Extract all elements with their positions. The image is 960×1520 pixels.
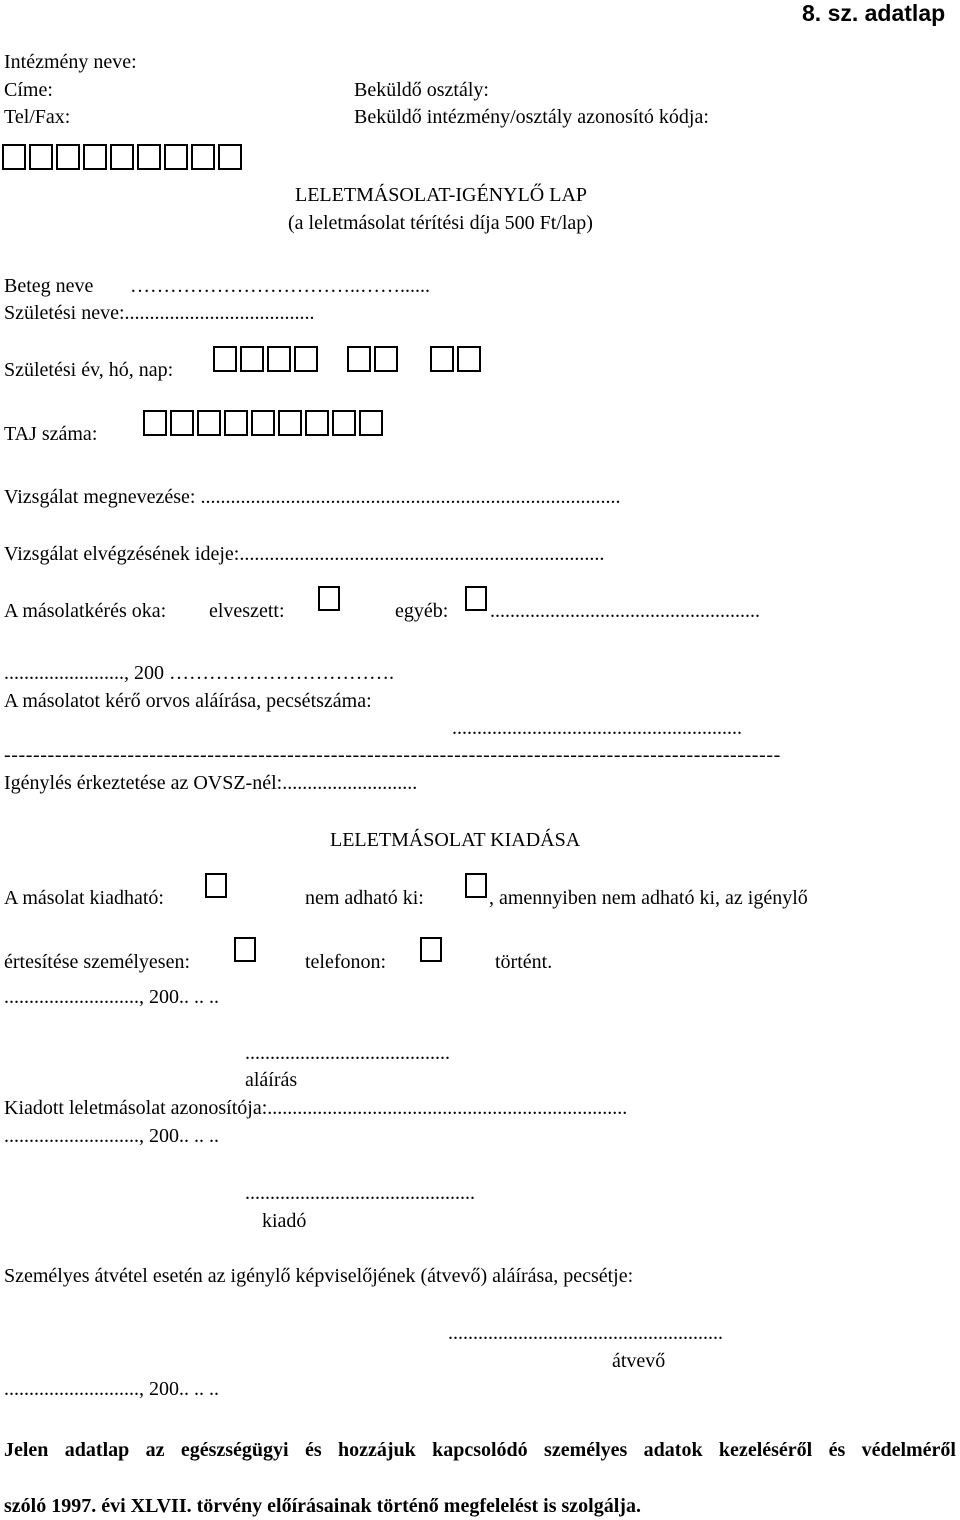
year-digit-box[interactable]: [240, 346, 264, 372]
sender-code-label: Beküldő intézmény/osztály azonosító kódja:: [354, 106, 709, 128]
patient-name-field[interactable]: ……………………………..……......: [130, 275, 430, 297]
form-id: 8. sz. adatlap: [802, 0, 946, 26]
month-digit-box[interactable]: [347, 346, 371, 372]
sender-dept-label: Beküldő osztály:: [354, 79, 489, 101]
month-digit-box[interactable]: [374, 346, 398, 372]
issuer-label: kiadó: [262, 1210, 307, 1232]
doctor-signature-label: A másolatot kérő orvos aláírása, pecsétszáma:: [4, 690, 372, 712]
taj-digit-box[interactable]: [224, 410, 248, 436]
release-heading: LELETMÁSOLAT KIADÁSA: [330, 829, 581, 851]
notify-phone-label: telefonon:: [305, 951, 387, 973]
issuer-signature-field[interactable]: ..............................................: [245, 1182, 475, 1204]
birth-year-boxes[interactable]: [213, 346, 318, 372]
release-signature-field[interactable]: .........................................: [245, 1042, 450, 1064]
code-box[interactable]: [137, 144, 161, 170]
notify-personal-label: értesítése személyesen:: [4, 951, 191, 973]
can-release-checkbox[interactable]: [205, 873, 227, 898]
code-box[interactable]: [218, 144, 242, 170]
code-box[interactable]: [29, 144, 53, 170]
release-date-field[interactable]: ..........................., 200.. .. ..: [4, 986, 219, 1008]
taj-digit-box[interactable]: [197, 410, 221, 436]
patient-name-label: Beteg neve: [4, 275, 94, 297]
day-digit-box[interactable]: [430, 346, 454, 372]
other-label: egyéb:: [395, 600, 449, 622]
release-signature-label: aláírás: [245, 1069, 298, 1091]
form-subtitle: (a leletmásolat térítési díja 500 Ft/lap): [288, 212, 593, 234]
lost-label: elveszett:: [209, 600, 285, 622]
footer-legal-line-1: Jelen adatlap az egészségügyi és hozzájuk kapcsolódó személyes adatok kezeléséről és védelméről: [4, 1439, 956, 1461]
issued-id-field[interactable]: Kiadott leletmásolat azonosítója:........................................................................: [4, 1097, 628, 1119]
code-box[interactable]: [83, 144, 107, 170]
year-digit-box[interactable]: [267, 346, 291, 372]
exam-date-field[interactable]: Vizsgálat elvégzésének ideje:.........................................................................: [4, 543, 605, 565]
taj-digit-box[interactable]: [332, 410, 356, 436]
institution-label: Intézmény neve:: [4, 51, 137, 73]
other-checkbox[interactable]: [465, 586, 487, 611]
separator-line: -----------------------------------------------------------------------------------------------------------: [4, 744, 781, 766]
can-release-label: A másolat kiadható:: [4, 887, 164, 909]
code-box[interactable]: [164, 144, 188, 170]
taj-digit-box[interactable]: [305, 410, 329, 436]
done-label: történt.: [495, 951, 553, 973]
taj-digit-box[interactable]: [143, 410, 167, 436]
pickup-date-field[interactable]: ..........................., 200.. .. ..: [4, 1378, 219, 1400]
year-digit-box[interactable]: [294, 346, 318, 372]
receiver-signature-field[interactable]: .......................................................: [448, 1322, 723, 1344]
notify-personal-checkbox[interactable]: [234, 937, 256, 962]
phone-label: Tel/Fax:: [4, 106, 71, 128]
address-label: Címe:: [4, 79, 53, 101]
reason-label: A másolatkérés oka:: [4, 600, 167, 622]
footer-legal-line-2: szóló 1997. évi XLVII. törvény előírásainak történő megfelelést is szolgálja.: [4, 1495, 641, 1517]
code-box[interactable]: [2, 144, 26, 170]
cannot-release-suffix: , amennyiben nem adható ki, az igénylő: [489, 887, 808, 909]
exam-name-field[interactable]: Vizsgálat megnevezése: ....................................................................................: [4, 486, 621, 508]
issue-date-field[interactable]: ..........................., 200.. .. ..: [4, 1125, 219, 1147]
personal-pickup-label: Személyes átvétel esetén az igénylő képviselőjének (átvevő) aláírása, pecsétje:: [4, 1265, 634, 1287]
lost-checkbox[interactable]: [318, 586, 340, 611]
birth-date-label: Születési év, hó, nap:: [4, 359, 174, 381]
other-field[interactable]: ......................................................: [490, 600, 760, 622]
day-digit-box[interactable]: [457, 346, 481, 372]
year-digit-box[interactable]: [213, 346, 237, 372]
birth-month-boxes[interactable]: [347, 346, 398, 372]
birth-day-boxes[interactable]: [430, 346, 481, 372]
cannot-release-checkbox[interactable]: [465, 873, 487, 898]
taj-digit-box[interactable]: [359, 410, 383, 436]
code-box[interactable]: [56, 144, 80, 170]
taj-label: TAJ száma:: [4, 423, 98, 445]
taj-digit-box[interactable]: [251, 410, 275, 436]
birth-name-field[interactable]: Születési neve:......................................: [4, 302, 315, 324]
taj-digit-box[interactable]: [278, 410, 302, 436]
taj-boxes[interactable]: [143, 410, 383, 436]
receiver-label: átvevő: [612, 1350, 666, 1372]
notify-phone-checkbox[interactable]: [420, 937, 442, 962]
sender-code-boxes[interactable]: [2, 144, 242, 170]
doctor-signature-field[interactable]: ..........................................................: [452, 717, 742, 739]
arrival-field[interactable]: Igénylés érkeztetése az OVSZ-nél:...........................: [4, 772, 418, 794]
form-title: LELETMÁSOLAT-IGÉNYLŐ LAP: [295, 184, 588, 206]
taj-digit-box[interactable]: [170, 410, 194, 436]
request-date-field[interactable]: ........................, 200 …………………………….: [4, 662, 394, 684]
cannot-release-label: nem adható ki:: [305, 887, 424, 909]
code-box[interactable]: [191, 144, 215, 170]
code-box[interactable]: [110, 144, 134, 170]
